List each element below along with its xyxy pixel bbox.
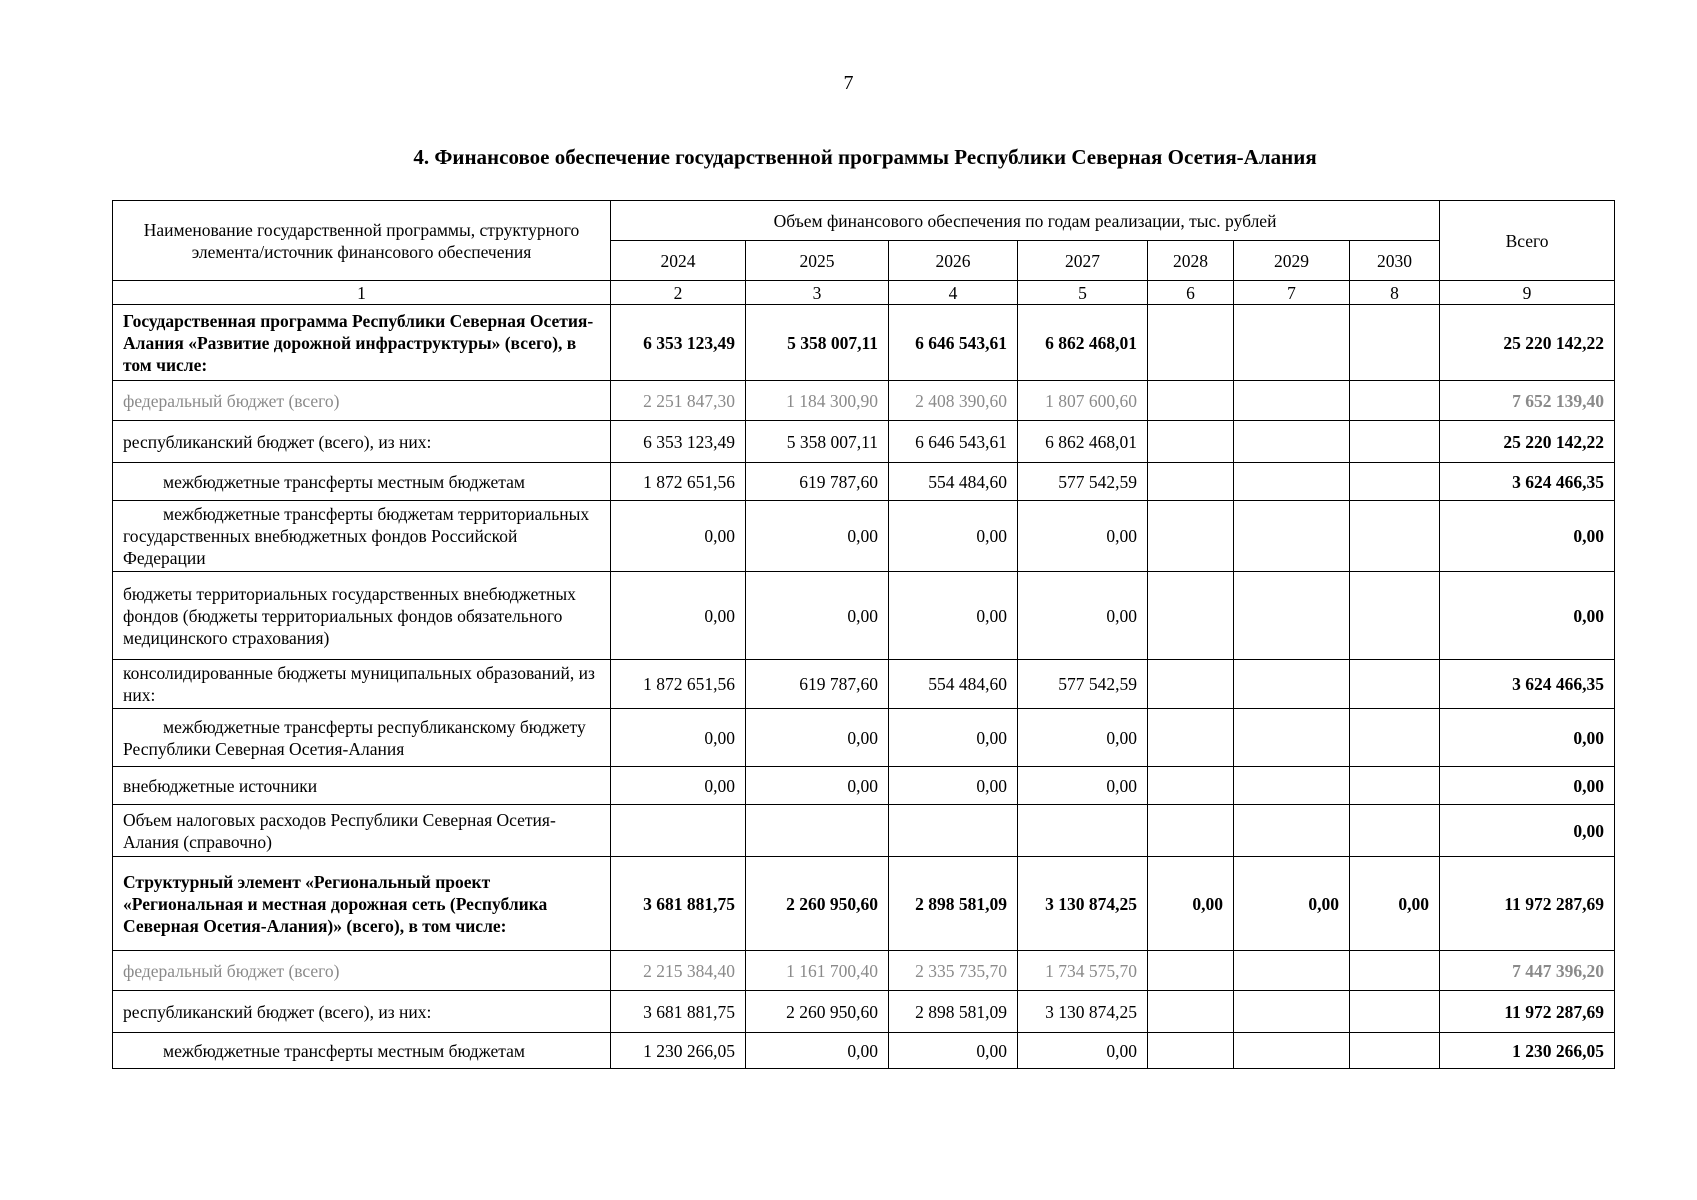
column-index: 3 (746, 281, 889, 305)
year-value-cell (1148, 1033, 1234, 1069)
row-total: 1 230 266,05 (1440, 1033, 1615, 1069)
header-year: 2025 (746, 241, 889, 281)
column-index: 8 (1350, 281, 1440, 305)
year-value-cell: 0,00 (611, 709, 746, 767)
year-value-cell (1350, 501, 1440, 572)
year-value-cell: 0,00 (889, 501, 1018, 572)
row-name: республиканский бюджет (всего), из них: (113, 991, 611, 1033)
row-total: 7 447 396,20 (1440, 951, 1615, 991)
column-index: 6 (1148, 281, 1234, 305)
year-value-cell: 0,00 (1234, 857, 1350, 951)
year-value-cell: 6 353 123,49 (611, 305, 746, 381)
row-total: 3 624 466,35 (1440, 463, 1615, 501)
year-value-cell (1234, 991, 1350, 1033)
table-row (113, 805, 1615, 857)
year-value-cell (1148, 660, 1234, 709)
financing-table (112, 200, 1615, 1069)
year-value-cell (1350, 381, 1440, 421)
year-value-cell (1148, 951, 1234, 991)
year-value-cell: 3 130 874,25 (1018, 857, 1148, 951)
row-total: 3 624 466,35 (1440, 660, 1615, 709)
header-year: 2024 (611, 241, 746, 281)
year-value-cell: 0,00 (889, 1033, 1018, 1069)
table-row (113, 660, 1615, 709)
row-total: 11 972 287,69 (1440, 991, 1615, 1033)
year-value-cell (1350, 305, 1440, 381)
year-value-cell: 6 862 468,01 (1018, 305, 1148, 381)
year-value-cell (1234, 421, 1350, 463)
row-total: 0,00 (1440, 572, 1615, 660)
row-name: межбюджетные трансферты республиканскому бюджету Республики Северная Осетия-Алания (113, 709, 611, 767)
year-value-cell: 0,00 (1018, 572, 1148, 660)
year-value-cell: 5 358 007,11 (746, 421, 889, 463)
year-value-cell (1148, 421, 1234, 463)
column-index: 5 (1018, 281, 1148, 305)
year-value-cell: 0,00 (746, 572, 889, 660)
row-total: 7 652 139,40 (1440, 381, 1615, 421)
year-value-cell: 619 787,60 (746, 660, 889, 709)
column-index: 4 (889, 281, 1018, 305)
year-value-cell: 6 353 123,49 (611, 421, 746, 463)
header-volume-group: Объем финансового обеспечения по годам реализации, тыс. рублей (611, 201, 1440, 241)
year-value-cell: 6 646 543,61 (889, 305, 1018, 381)
row-name: федеральный бюджет (всего) (113, 951, 611, 991)
row-name: межбюджетные трансферты местным бюджетам (113, 463, 611, 501)
year-value-cell: 2 260 950,60 (746, 991, 889, 1033)
row-name: межбюджетные трансферты бюджетам территориальных государственных внебюджетных фондов Российской Федерации (113, 501, 611, 572)
section-title: 4. Финансовое обеспечение государственной программы Республики Северная Осетия-Алания (413, 145, 1317, 169)
table-row (113, 991, 1615, 1033)
year-value-cell (1234, 767, 1350, 805)
row-total: 25 220 142,22 (1440, 305, 1615, 381)
year-value-cell: 1 807 600,60 (1018, 381, 1148, 421)
year-value-cell (1350, 991, 1440, 1033)
row-name: межбюджетные трансферты местным бюджетам (113, 1033, 611, 1069)
year-value-cell: 554 484,60 (889, 660, 1018, 709)
row-total: 0,00 (1440, 709, 1615, 767)
table-row (113, 501, 1615, 572)
year-value-cell (889, 805, 1018, 857)
year-value-cell (746, 805, 889, 857)
page-number: 7 (843, 72, 854, 94)
year-value-cell: 1 734 575,70 (1018, 951, 1148, 991)
year-value-cell (1148, 572, 1234, 660)
year-value-cell (1350, 421, 1440, 463)
header-total: Всего (1440, 201, 1615, 281)
year-value-cell (1234, 1033, 1350, 1069)
year-value-cell: 2 408 390,60 (889, 381, 1018, 421)
year-value-cell: 0,00 (746, 709, 889, 767)
year-value-cell (1148, 463, 1234, 501)
year-value-cell: 1 161 700,40 (746, 951, 889, 991)
year-value-cell (1234, 305, 1350, 381)
year-value-cell: 2 898 581,09 (889, 991, 1018, 1033)
year-value-cell (1148, 305, 1234, 381)
header-year: 2026 (889, 241, 1018, 281)
year-value-cell (1350, 709, 1440, 767)
row-total: 25 220 142,22 (1440, 421, 1615, 463)
year-value-cell: 0,00 (611, 572, 746, 660)
year-value-cell (1148, 709, 1234, 767)
table-row (113, 1033, 1615, 1069)
year-value-cell (1234, 660, 1350, 709)
table-row (113, 709, 1615, 767)
year-value-cell: 2 260 950,60 (746, 857, 889, 951)
year-value-cell: 554 484,60 (889, 463, 1018, 501)
year-value-cell (1148, 805, 1234, 857)
column-index: 9 (1440, 281, 1615, 305)
year-value-cell (1234, 951, 1350, 991)
year-value-cell: 2 898 581,09 (889, 857, 1018, 951)
year-value-cell: 2 215 384,40 (611, 951, 746, 991)
row-total: 0,00 (1440, 805, 1615, 857)
year-value-cell: 0,00 (889, 709, 1018, 767)
year-value-cell (1350, 572, 1440, 660)
year-value-cell: 1 872 651,56 (611, 660, 746, 709)
year-value-cell (1350, 767, 1440, 805)
header-year: 2027 (1018, 241, 1148, 281)
year-value-cell: 577 542,59 (1018, 660, 1148, 709)
year-value-cell (1148, 991, 1234, 1033)
year-value-cell: 619 787,60 (746, 463, 889, 501)
year-value-cell: 577 542,59 (1018, 463, 1148, 501)
year-value-cell: 6 862 468,01 (1018, 421, 1148, 463)
year-value-cell (1350, 805, 1440, 857)
year-value-cell: 0,00 (1350, 857, 1440, 951)
year-value-cell: 3 681 881,75 (611, 857, 746, 951)
table-row (113, 463, 1615, 501)
year-value-cell (1350, 463, 1440, 501)
year-value-cell (1350, 1033, 1440, 1069)
year-value-cell: 3 681 881,75 (611, 991, 746, 1033)
year-value-cell (1234, 501, 1350, 572)
year-value-cell (1234, 572, 1350, 660)
year-value-cell (1350, 660, 1440, 709)
column-index: 1 (113, 281, 611, 305)
year-value-cell: 0,00 (746, 767, 889, 805)
year-value-cell: 0,00 (1018, 709, 1148, 767)
year-value-cell: 0,00 (746, 501, 889, 572)
header-year: 2030 (1350, 241, 1440, 281)
row-name: Структурный элемент «Региональный проект «Региональная и местная дорожная сеть (Республика Северная Осетия-Алания)» (всего), в том числе: (113, 857, 611, 951)
year-value-cell (1234, 381, 1350, 421)
row-name: консолидированные бюджеты муниципальных образований, из них: (113, 660, 611, 709)
year-value-cell: 6 646 543,61 (889, 421, 1018, 463)
header-year: 2029 (1234, 241, 1350, 281)
year-value-cell (1234, 805, 1350, 857)
year-value-cell (1018, 805, 1148, 857)
row-total: 0,00 (1440, 501, 1615, 572)
table-row (113, 857, 1615, 951)
year-value-cell: 0,00 (1018, 501, 1148, 572)
table-row (113, 381, 1615, 421)
column-index: 7 (1234, 281, 1350, 305)
row-name: Объем налоговых расходов Республики Северная Осетия-Алания (справочно) (113, 805, 611, 857)
year-value-cell (1350, 951, 1440, 991)
year-value-cell: 1 872 651,56 (611, 463, 746, 501)
year-value-cell: 5 358 007,11 (746, 305, 889, 381)
year-value-cell (1148, 501, 1234, 572)
header-name: Наименование государственной программы, структурного элемента/источник финансового обеспечения (113, 201, 611, 281)
year-value-cell: 0,00 (1018, 1033, 1148, 1069)
year-value-cell (1234, 709, 1350, 767)
table-row (113, 572, 1615, 660)
header-year: 2028 (1148, 241, 1234, 281)
table-row (113, 767, 1615, 805)
year-value-cell (1148, 381, 1234, 421)
year-value-cell: 0,00 (746, 1033, 889, 1069)
table-row (113, 951, 1615, 991)
year-value-cell: 2 251 847,30 (611, 381, 746, 421)
year-value-cell: 3 130 874,25 (1018, 991, 1148, 1033)
year-value-cell: 0,00 (1148, 857, 1234, 951)
year-value-cell: 1 184 300,90 (746, 381, 889, 421)
year-value-cell: 0,00 (1018, 767, 1148, 805)
row-total: 0,00 (1440, 767, 1615, 805)
year-value-cell: 0,00 (611, 501, 746, 572)
row-name: федеральный бюджет (всего) (113, 381, 611, 421)
year-value-cell (1234, 463, 1350, 501)
row-name: республиканский бюджет (всего), из них: (113, 421, 611, 463)
year-value-cell: 2 335 735,70 (889, 951, 1018, 991)
year-value-cell (1148, 767, 1234, 805)
row-total: 11 972 287,69 (1440, 857, 1615, 951)
row-name: Государственная программа Республики Северная Осетия-Алания «Развитие дорожной инфраструктуры» (всего), в том числе: (113, 305, 611, 381)
year-value-cell: 0,00 (889, 767, 1018, 805)
table-row (113, 305, 1615, 381)
year-value-cell: 1 230 266,05 (611, 1033, 746, 1069)
table-row (113, 421, 1615, 463)
row-name: бюджеты территориальных государственных внебюджетных фондов (бюджеты территориальных фондов обязательного медицинского страхования) (113, 572, 611, 660)
year-value-cell: 0,00 (889, 572, 1018, 660)
column-index: 2 (611, 281, 746, 305)
year-value-cell: 0,00 (611, 767, 746, 805)
year-value-cell (611, 805, 746, 857)
row-name: внебюджетные источники (113, 767, 611, 805)
